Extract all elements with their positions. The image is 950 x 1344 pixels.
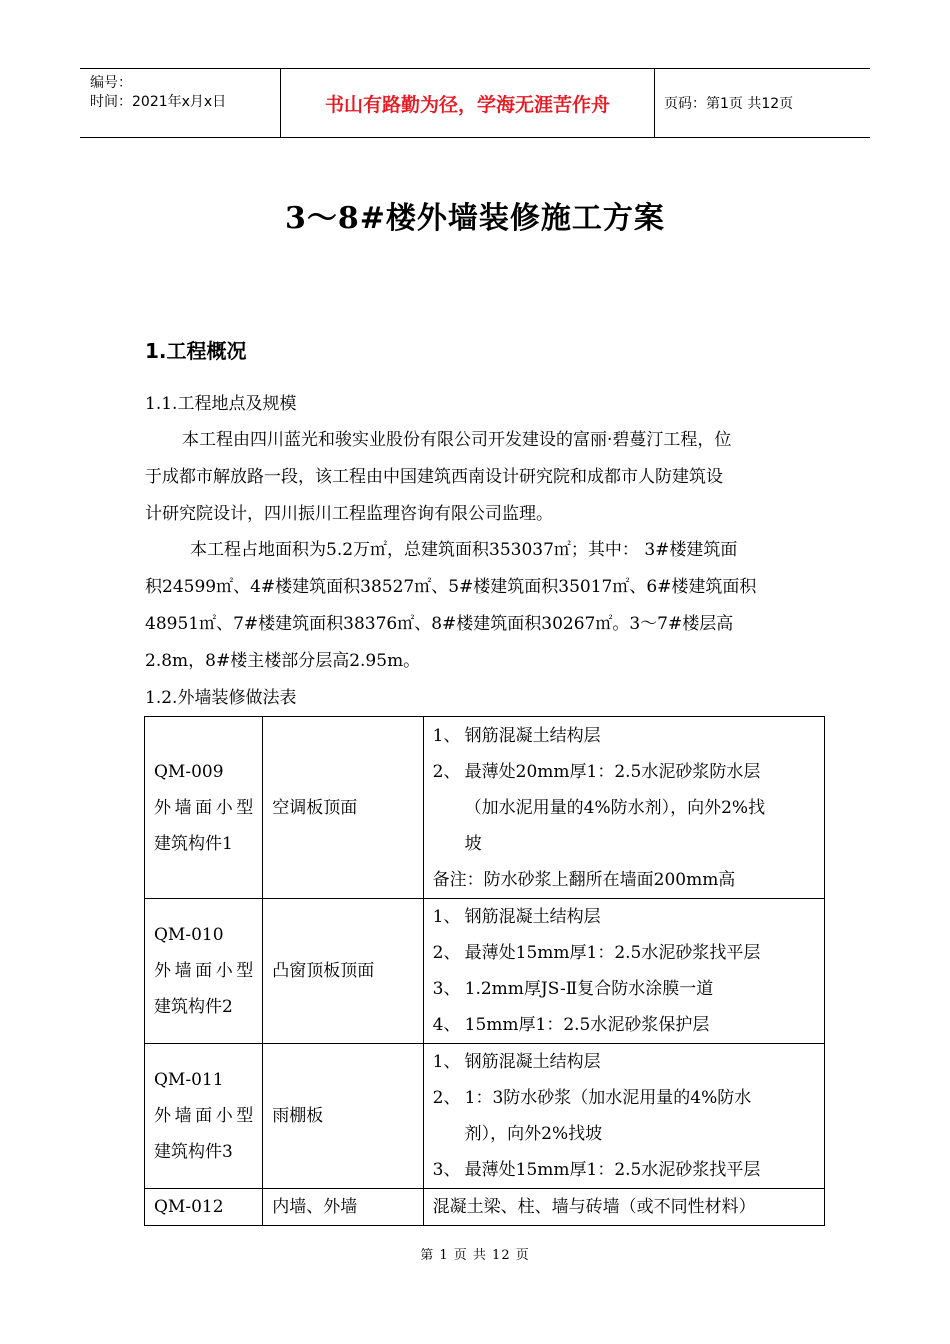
row-name: 建筑构件3 [154, 1142, 233, 1162]
table-row [145, 717, 825, 899]
list-item: 3、 1.2mm厚JS-Ⅱ复合防水涂膜一道 [432, 979, 714, 999]
page-footer: 第 1 页 共 12 页 [420, 1248, 530, 1263]
wall-finish-table [144, 716, 825, 1226]
table-row [145, 1044, 825, 1189]
header-page-code: 页码：第1页 共12页 [664, 96, 794, 112]
list-item: 4、 15mm厚1：2.5水泥砂浆保护层 [432, 1015, 710, 1035]
list-item: 1、 钢筋混凝土结构层 [432, 1052, 601, 1072]
row-part: 内墙、外墙 [263, 1189, 423, 1226]
row-steps [423, 717, 824, 899]
list-item: 2、 最薄处15mm厚1：2.5水泥砂浆找平层 [432, 943, 761, 963]
row-name: 外墙面小型 [154, 797, 254, 818]
list-item: 剂），向外2%找坡 [464, 1124, 603, 1144]
row-code: QM-011 [154, 1070, 224, 1090]
list-item: 1、 钢筋混凝土结构层 [432, 725, 601, 746]
paragraph-line: 于成都市解放路一段，该工程由中国建筑西南设计研究院和成都市人防建筑设 [145, 467, 723, 487]
row-code-cell [145, 1044, 263, 1189]
header-meta [80, 69, 280, 137]
list-item: 2、 1：3防水砂浆（加水泥用量的4%防水 [432, 1088, 752, 1108]
subsection-heading: 1.1.工程地点及规模 [145, 394, 297, 414]
row-part: 雨棚板 [263, 1044, 423, 1189]
list-item: 坡 [464, 833, 482, 854]
paragraph-line: 本工程由四川蓝光和骏实业股份有限公司开发建设的富丽·碧蔓汀工程，位 [182, 430, 732, 450]
subsection-heading: 1.2.外墙装修做法表 [145, 688, 297, 708]
row-code: QM-010 [154, 925, 224, 945]
table-row [145, 1189, 825, 1226]
row-steps [423, 899, 824, 1044]
row-code-cell [145, 717, 263, 899]
row-name: 建筑构件2 [154, 997, 233, 1017]
paragraph-line: 本工程占地面积为5.2万㎡，总建筑面积353037㎡；其中： 3#楼建筑面 [190, 540, 738, 560]
row-code-cell [145, 899, 263, 1044]
section-heading: 1.工程概况 [145, 339, 247, 363]
list-item: （加水泥用量的4%防水剂），向外2%找 [464, 797, 766, 818]
row-part: 凸窗顶板顶面 [263, 899, 423, 1044]
document-title: 3～8#楼外墙装修施工方案 [285, 201, 665, 236]
time-label: 时间：2021年x月x日 [90, 94, 227, 110]
list-item: 2、 最薄处20mm厚1：2.5水泥砂浆防水层 [432, 761, 761, 782]
row-code: QM-009 [154, 761, 224, 782]
header-motto: 书山有路勤为径，学海无涯苦作舟 [280, 69, 655, 137]
list-item: 1、 钢筋混凝土结构层 [432, 907, 601, 927]
paragraph-line: 计研究院设计，四川振川工程监理咨询有限公司监理。 [145, 504, 553, 524]
row-name: 外墙面小型 [154, 961, 254, 981]
row-steps [423, 1044, 824, 1189]
row-note: 备注：防水砂浆上翻所在墙面200mm高 [432, 869, 736, 890]
row-name: 建筑构件1 [154, 833, 233, 854]
row-part: 空调板顶面 [263, 717, 423, 899]
row-name: 外墙面小型 [154, 1106, 254, 1126]
list-item: 3、 最薄处15mm厚1：2.5水泥砂浆找平层 [432, 1160, 761, 1180]
paragraph-line: 2.8m，8#楼主楼部分层高2.95m。 [145, 651, 421, 671]
paragraph-line: 48951㎡、7#楼建筑面积38376㎡、8#楼建筑面积30267㎡。3～7#楼层高 [145, 614, 734, 634]
table-row [145, 899, 825, 1044]
row-code: QM-012 [145, 1189, 263, 1226]
paragraph-line: 积24599㎡、4#楼建筑面积38527㎡、5#楼建筑面积35017㎡、6#楼建筑面积 [145, 577, 757, 597]
page-header [80, 68, 870, 138]
row-text: 混凝土梁、柱、墙与砖墙（或不同性材料） [423, 1189, 824, 1226]
number-label: 编号： [90, 75, 132, 91]
